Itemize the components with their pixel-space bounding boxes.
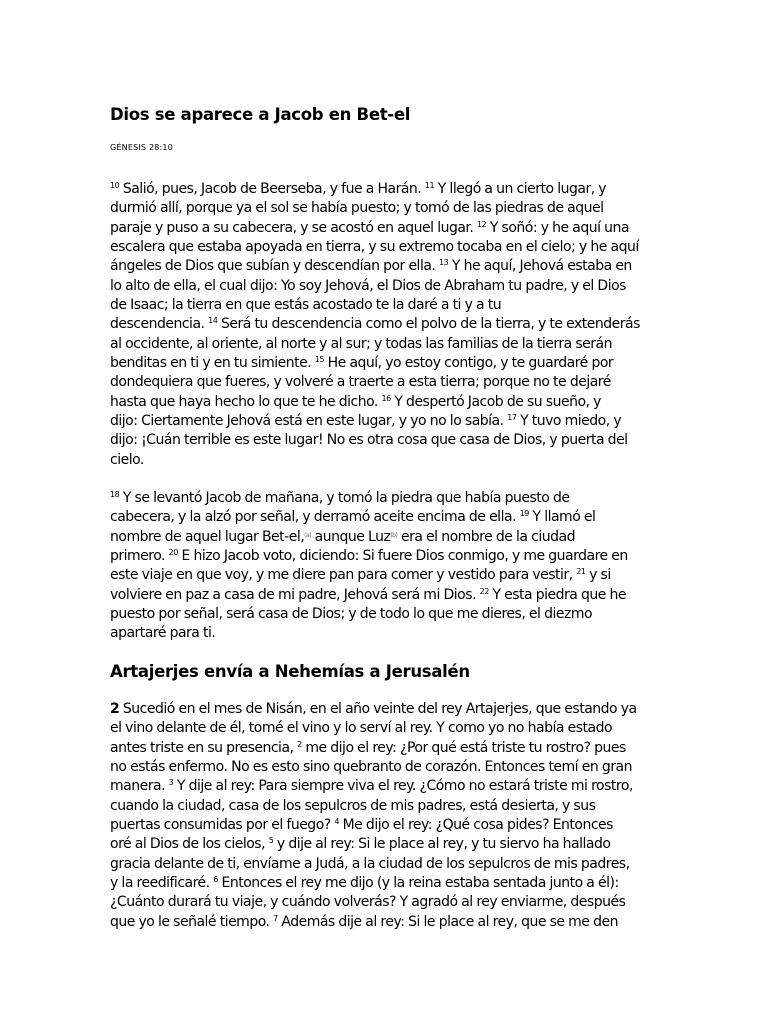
text-run: antes triste en su presencia, — [110, 739, 298, 756]
text-run: puesto por señal, será casa de Dios; y de todo lo que me dieres, el diezmo — [110, 606, 593, 623]
footnote-marker: (b) — [390, 531, 398, 539]
text-line — [110, 296, 662, 315]
text-run: paraje y puso a su cabecera, y se acostó en aquel lugar. — [110, 219, 477, 236]
text-line — [110, 489, 662, 508]
text-run: Y llamó el — [528, 509, 596, 526]
text-run: era el nombre de la ciudad — [397, 528, 575, 545]
text-line — [110, 277, 662, 296]
text-run: me dijo el rey: ¿Por qué está triste tu rostro? pues — [301, 739, 626, 756]
text-line — [110, 758, 662, 777]
text-run: Sucedió en el mes de Nisán, en el año veinte del rey Artajerjes, que estando ya — [119, 701, 637, 717]
verse-number: 21 — [576, 567, 586, 577]
text-line — [110, 874, 662, 893]
text-run: Y he aquí, Jehová estaba en — [448, 258, 632, 275]
text-run: manera. — [110, 778, 169, 795]
text-line — [110, 180, 662, 199]
text-run: dijo: ¡Cuán terrible es este lugar! No es otra cosa que casa de Dios, y puerta del — [110, 432, 628, 449]
verse-number: 3 — [168, 778, 174, 788]
text-run: Y dije al rey: Para siempre viva el rey. ¿Cómo no estará triste mi rostro, — [173, 778, 633, 795]
scripture-reference: GÉNESIS 28:10 — [110, 143, 174, 152]
text-run: Y esta piedra que he — [488, 586, 627, 603]
text-run: He aquí, yo estoy contigo, y te guardaré por — [324, 355, 614, 372]
verse-number: 5 — [268, 836, 274, 846]
text-run: Entonces el rey me dijo (y la reina estaba sentada junto a él): — [217, 875, 619, 892]
verse-number: 20 — [168, 548, 178, 558]
section-title-jacob-bethel: Dios se aparece a Jacob en Bet-el — [110, 105, 411, 124]
text-line — [110, 508, 662, 527]
text-run: y dije al rey: Si le place al rey, y tu siervo ha hallado — [273, 836, 611, 853]
text-run: dondequiera que fueres, y volveré a traerte a esta tierra; porque no te dejaré — [110, 374, 611, 391]
text-run: que yo le señalé tiempo. — [110, 913, 274, 930]
text-run: al occidente, al oriente, al norte y al sur; y todas las familias de la tierra serán — [110, 335, 612, 352]
text-run: descendencia. — [110, 316, 209, 333]
text-line — [110, 605, 662, 624]
text-line — [110, 257, 662, 276]
text-line — [110, 373, 662, 392]
text-line — [110, 354, 662, 373]
verse-number: 19 — [519, 509, 529, 519]
text-run: este viaje en que voy, y me diere pan para comer y vestido para vestir, — [110, 567, 577, 584]
text-line — [110, 528, 662, 547]
text-run: el vino delante de él, tomé el vino y lo serví al rey. Y como yo no había estado — [110, 720, 613, 737]
text-line — [110, 586, 662, 605]
text-run: de Isaac; la tierra en que estás acostado te la daré a ti y a tu — [110, 297, 502, 314]
text-line — [110, 335, 662, 354]
text-line — [110, 893, 662, 912]
text-line — [110, 315, 662, 334]
text-line — [110, 547, 662, 566]
text-run: Además dije al rey: Si le place al rey, que se me den — [277, 913, 618, 930]
verse-number: 14 — [208, 316, 218, 326]
text-run: lo alto de ella, el cual dijo: Yo soy Jehová, el Dios de Abraham tu padre, y el Dios — [110, 277, 626, 294]
text-line — [110, 835, 662, 854]
verse-number: 12 — [477, 219, 487, 229]
text-run: durmió allí, porque ya el sol se había puesto; y tomó de las piedras de aquel — [110, 200, 604, 217]
text-line — [110, 199, 662, 218]
text-run: gracia delante de ti, envíame a Judá, a la ciudad de los sepulcros de mis padres, — [110, 855, 630, 872]
text-run: E hizo Jacob voto, diciendo: Si fuere Dios conmigo, y me guardare en — [177, 548, 628, 565]
text-run: Salió, pues, Jacob de Beerseba, y fue a Harán. — [119, 181, 425, 197]
text-line — [110, 913, 662, 932]
verse-number: 16 — [381, 393, 391, 403]
text-run: y la reedificaré. — [110, 875, 214, 892]
text-line — [110, 451, 662, 470]
text-run: cuando la ciudad, casa de los sepulcros de mis padres, está desierta, y sus — [110, 797, 596, 814]
text-run: benditas en ti y en tu simiente. — [110, 355, 315, 372]
paragraph-genesis-2 — [110, 489, 662, 644]
text-run: oré al Dios de los cielos, — [110, 836, 269, 853]
verse-number: 2 — [297, 739, 302, 749]
text-run: Y llegó a un cierto lugar, y — [434, 181, 607, 197]
text-run: ¿Cuánto durará tu viaje, y cuándo volverás? Y agradó al rey enviarme, después — [110, 894, 626, 911]
text-line — [110, 777, 662, 796]
text-run: apartaré para ti. — [110, 625, 216, 642]
text-line — [110, 855, 662, 874]
verse-number: 7 — [273, 913, 278, 923]
text-run: puertas consumidas por el fuego? — [110, 817, 335, 834]
text-line — [110, 816, 662, 835]
text-line — [110, 719, 662, 738]
text-line — [110, 431, 662, 450]
text-line — [110, 797, 662, 816]
verse-number: 4 — [334, 817, 339, 827]
verse-number: 17 — [507, 413, 517, 423]
text-line — [110, 624, 662, 643]
text-run: Y se levantó Jacob de mañana, y tomó la piedra que había puesto de — [119, 490, 570, 506]
text-run: dijo: Ciertamente Jehová está en este lugar, y yo no lo sabía. — [110, 413, 508, 430]
text-run: aunque Luz — [311, 528, 391, 545]
text-run: no estás enfermo. No es esto sino quebranto de corazón. Entonces temí en gran — [110, 759, 632, 776]
text-run: Será tu descendencia como el polvo de la tierra, y te extenderás — [217, 316, 640, 333]
section-title-artaxerxes-nehemiah: Artajerjes envía a Nehemías a Jerusalén — [110, 662, 470, 681]
verse-number: 10 — [110, 181, 120, 190]
footnote-marker: (a) — [304, 531, 312, 539]
text-run: ángeles de Dios que subían y descendían por ella. — [110, 258, 440, 275]
text-run: hasta que haya hecho lo que te he dicho. — [110, 393, 382, 410]
text-run: escalera que estaba apoyada en tierra, y su extremo tocaba en el cielo; y he aquí — [110, 239, 639, 256]
verse-number: 18 — [110, 490, 120, 499]
text-run: Me dijo el rey: ¿Qué cosa pides? Entonces — [338, 817, 613, 834]
text-line — [110, 238, 662, 257]
text-run: Y soñó: y he aquí una — [486, 219, 629, 236]
text-run: y si — [585, 567, 611, 584]
text-run: cabecera, y la alzó por señal, y derramó aceite encima de ella. — [110, 509, 520, 526]
verse-number: 6 — [213, 875, 218, 885]
text-run: primero. — [110, 548, 169, 565]
text-run: nombre de aquel lugar Bet-el, — [110, 528, 305, 545]
text-line — [110, 393, 662, 412]
verse-number: 11 — [424, 181, 435, 190]
text-line — [110, 412, 662, 431]
text-run: Y tuvo miedo, y — [516, 413, 622, 430]
text-line — [110, 700, 662, 719]
text-line — [110, 566, 662, 585]
verse-number: 15 — [314, 355, 324, 365]
paragraph-genesis-1 — [110, 180, 662, 470]
text-line — [110, 219, 662, 238]
verse-number: 13 — [439, 258, 449, 268]
text-run: Y despertó Jacob de su sueño, y — [390, 393, 601, 410]
paragraph-nehemiah-1 — [110, 700, 662, 932]
verse-number: 22 — [479, 586, 489, 596]
text-line — [110, 739, 662, 758]
text-run: volviere en paz a casa de mi padre, Jehová será mi Dios. — [110, 586, 480, 603]
text-run: cielo. — [110, 451, 144, 468]
chapter-number: 2 — [110, 701, 120, 717]
